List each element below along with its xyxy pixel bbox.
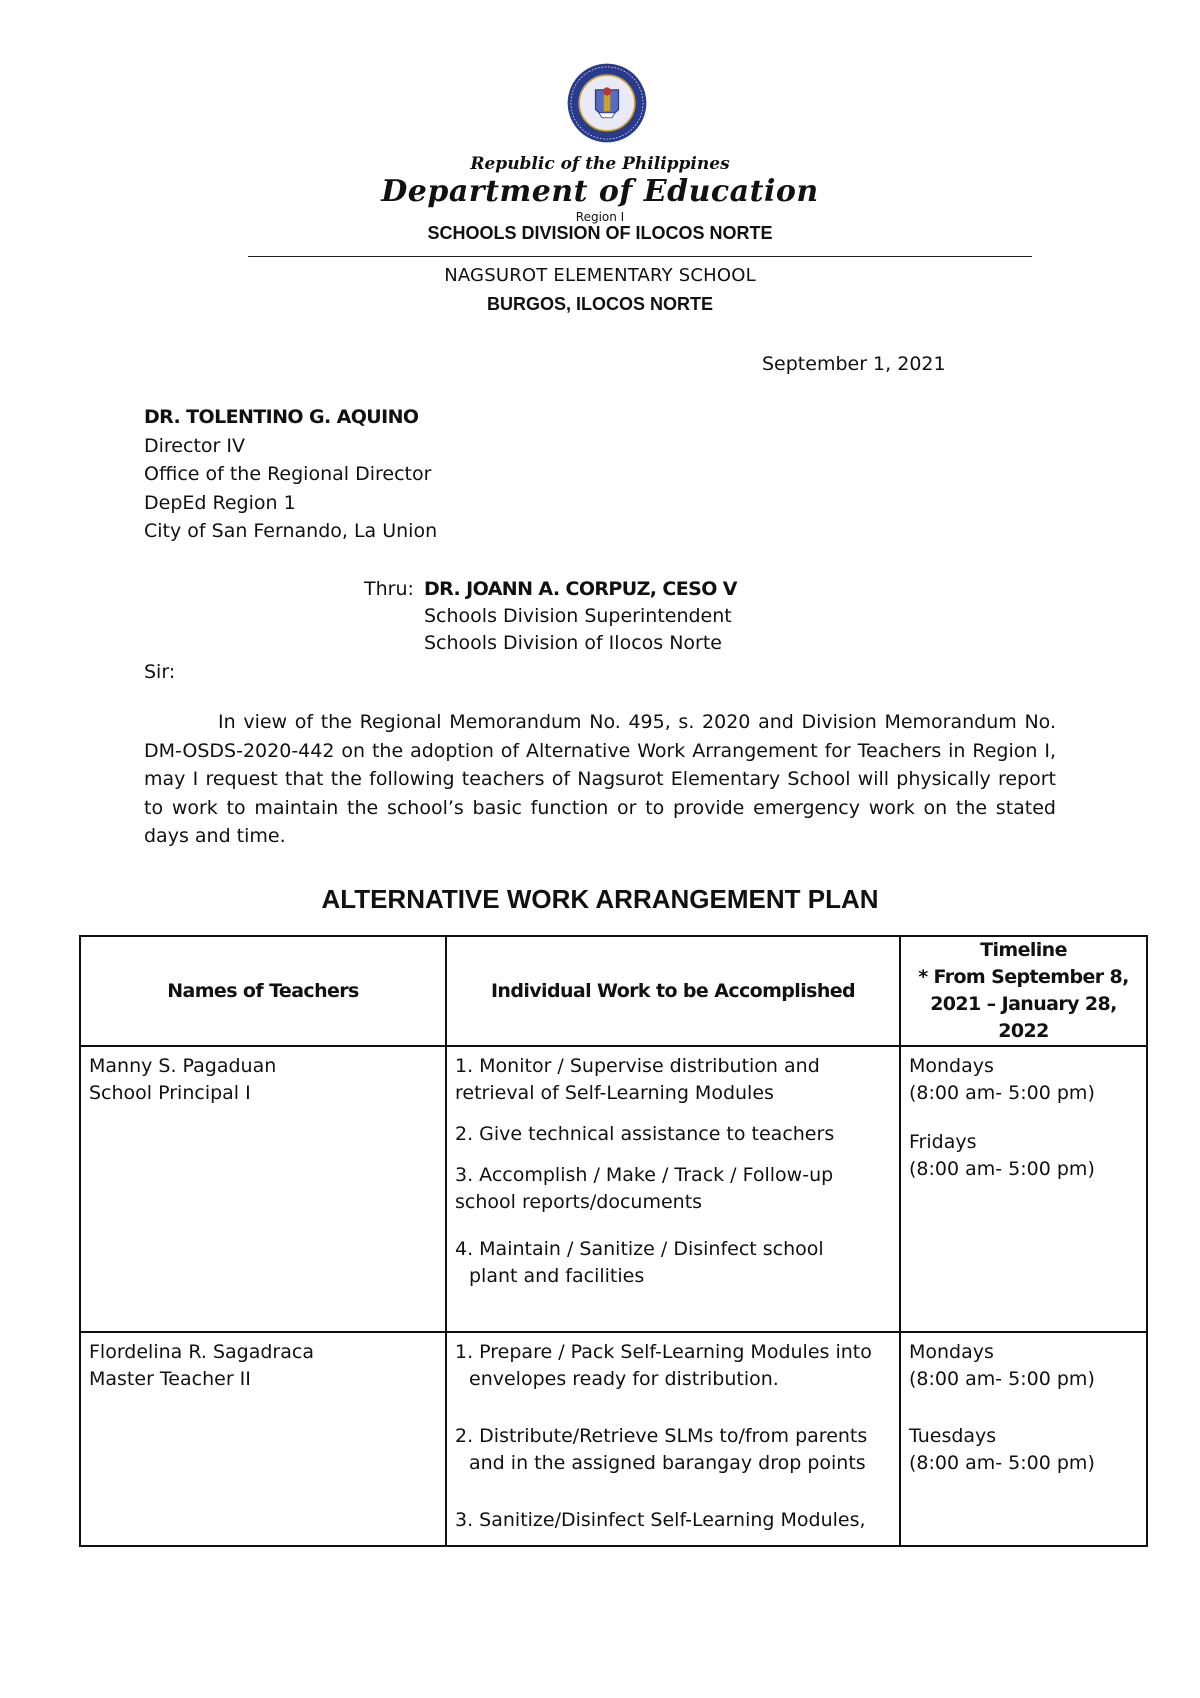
task-text: 4. Maintain / Sanitize / Disinfect school: [455, 1238, 824, 1260]
header-names: Names of Teachers: [80, 936, 446, 1046]
task-item: [455, 1339, 891, 1393]
task-text: 2. Distribute/Retrieve SLMs to/from parents: [455, 1425, 868, 1447]
task-item: [455, 1423, 891, 1477]
plan-title: ALTERNATIVE WORK ARRANGEMENT PLAN: [321, 884, 879, 914]
school-location: BURGOS, ILOCOS NORTE: [486, 294, 713, 314]
division-heading: SCHOOLS DIVISION OF ILOCOS NORTE: [427, 223, 773, 243]
schedule-cell: [900, 1046, 1147, 1332]
task-text-cont: envelopes ready for distribution.: [469, 1368, 779, 1390]
work-arrangement-table: [79, 935, 1148, 1547]
teacher-name: Manny S. Pagaduan: [89, 1055, 277, 1077]
task-item: [455, 1236, 891, 1290]
task-text-cont: plant and facilities: [469, 1265, 645, 1287]
letter-date: September 1, 2021: [762, 353, 946, 375]
task-text-cont: school reports/documents: [455, 1191, 703, 1213]
task-text: 3. Accomplish / Make / Track / Follow-up: [455, 1164, 834, 1186]
addressee-line: Office of the Regional Director: [144, 463, 432, 485]
schedule-time: (8:00 am- 5:00 pm): [909, 1082, 1095, 1104]
thru-line: Schools Division of Ilocos Norte: [424, 632, 722, 654]
region-heading: Region I: [575, 210, 625, 224]
task-text: 3. Sanitize/Disinfect Self-Learning Modules,: [455, 1509, 866, 1531]
schedule-time: (8:00 am- 5:00 pm): [909, 1452, 1095, 1474]
addressee-name: DR. TOLENTINO G. AQUINO: [144, 406, 419, 428]
task-item: [455, 1121, 891, 1148]
thru-line: Schools Division Superintendent: [424, 605, 732, 627]
task-item: [455, 1053, 891, 1107]
schedule-cell: [900, 1332, 1147, 1546]
teacher-name: Flordelina R. Sagadraca: [89, 1341, 314, 1363]
task-text: 1. Prepare / Pack Self-Learning Modules into: [455, 1341, 872, 1363]
schedule-time: (8:00 am- 5:00 pm): [909, 1158, 1095, 1180]
deped-seal: [566, 62, 648, 144]
tasks-cell: [446, 1332, 900, 1546]
addressee-line: City of San Fernando, La Union: [144, 520, 438, 542]
schedule-day: Fridays: [909, 1131, 977, 1153]
thru-label: Thru:: [364, 578, 414, 600]
task-text-cont: and in the assigned barangay drop points: [469, 1452, 866, 1474]
school-name: NAGSUROT ELEMENTARY SCHOOL: [444, 265, 756, 286]
teacher-cell: [80, 1332, 446, 1546]
header-timeline: [900, 936, 1147, 1046]
addressee-line: DepEd Region 1: [144, 491, 296, 514]
thru-name: DR. JOANN A. CORPUZ, CESO V: [424, 578, 737, 600]
table-header-row: [80, 936, 1147, 1046]
republic-heading: Republic of the Philippines: [470, 154, 730, 174]
task-text: 2. Give technical assistance to teachers: [455, 1123, 835, 1145]
department-heading: Department of Education: [381, 174, 819, 209]
salutation: Sir:: [144, 661, 176, 683]
teacher-cell: [80, 1046, 446, 1332]
header-work: Individual Work to be Accomplished: [446, 936, 900, 1046]
task-text-cont: retrieval of Self-Learning Modules: [455, 1082, 774, 1104]
letterhead-divider: [248, 256, 1032, 257]
header-timeline-title: Timeline: [980, 939, 1067, 961]
teacher-position: School Principal I: [89, 1082, 251, 1104]
schedule-day: Mondays: [909, 1055, 994, 1077]
header-timeline-range: * From September 8, 2021 – January 28, 2022: [918, 966, 1129, 1042]
addressee-line: Director IV: [144, 434, 245, 457]
tasks-cell: [446, 1046, 900, 1332]
task-item: [455, 1507, 891, 1534]
task-text: 1. Monitor / Supervise distribution and: [455, 1055, 820, 1077]
addressee-block: [144, 403, 437, 546]
thru-block: [364, 576, 737, 657]
schedule-day: Mondays: [909, 1341, 994, 1363]
schedule-day: Tuesdays: [909, 1425, 997, 1447]
table-row: [80, 1332, 1147, 1546]
body-paragraph: In view of the Regional Memorandum No. 495, s. 2020 and Division Memorandum No. DM-OSDS-2020-442 on the adoption of Alternative Work Arrangement for Teachers in Region I, may I request that the following teachers of Nagsurot Elementary School will physically report to work to maintain the school’s basic function or to provide emergency work on the stated days and time.: [144, 711, 1056, 847]
schedule-time: (8:00 am- 5:00 pm): [909, 1368, 1095, 1390]
task-item: [455, 1162, 891, 1216]
teacher-position: Master Teacher II: [89, 1368, 251, 1390]
table-row: [80, 1046, 1147, 1332]
